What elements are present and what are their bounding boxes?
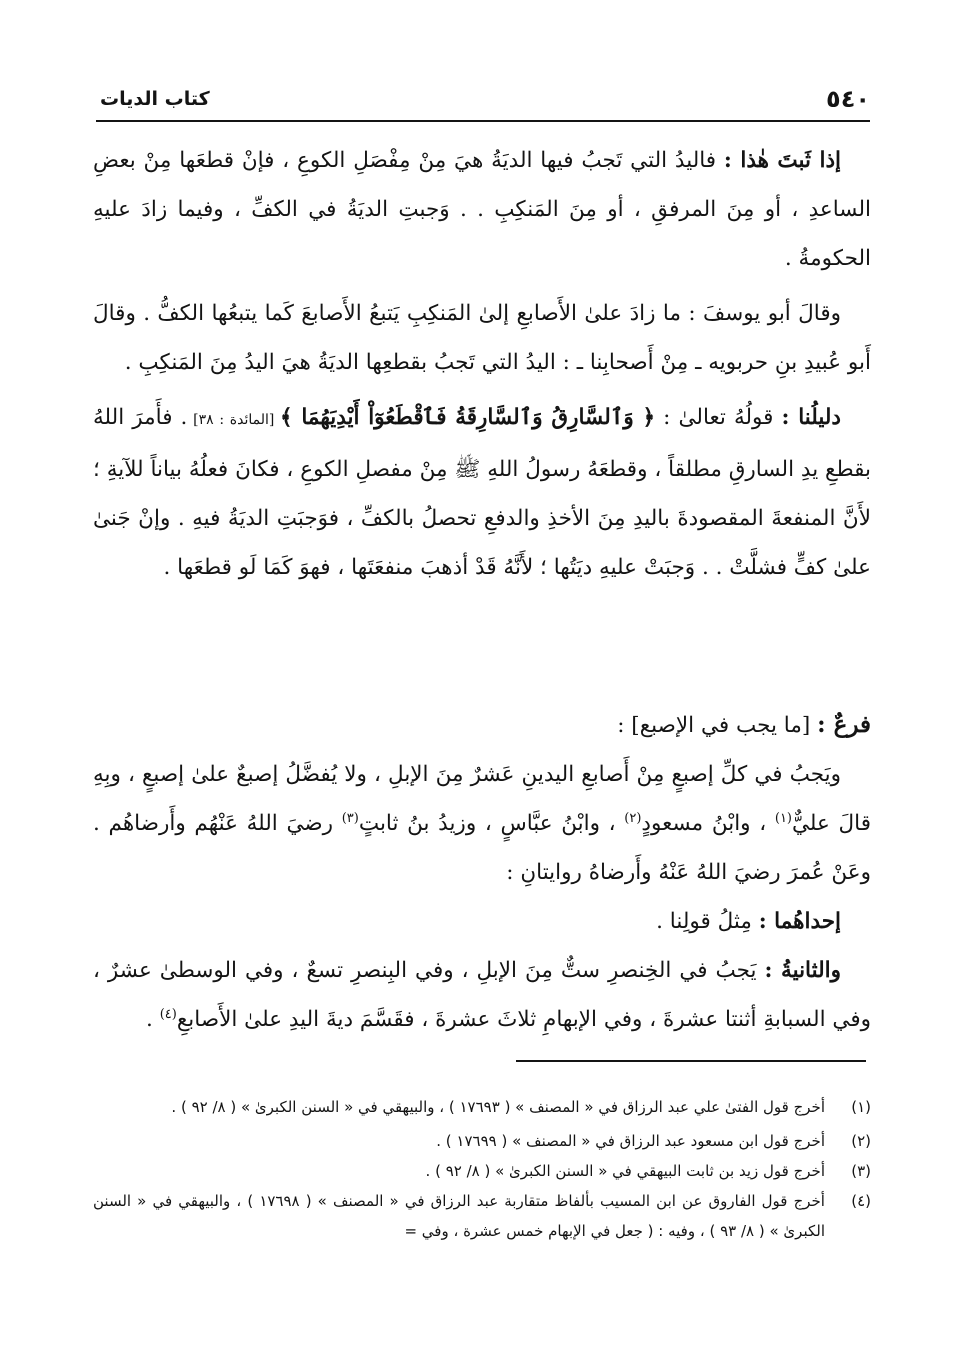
paragraph-finger-ruling [93, 750, 871, 897]
section-hand-diyah [93, 136, 871, 592]
paragraph-text: يَجبُ في الخِنصرِ ستٌّ مِنَ الإبلِ ، وفي البِنصرِ تسعٌ ، وفي الوسطىٰ عشرٌ ، وفي السبابةِ أثنتا عشرةَ ، وفي الإبهامِ ثلاثَ عشرةَ ، فقَسَّمَ ديةَ اليدِ علىٰ الأَصابعِ [93, 958, 871, 1032]
footnote-3 [93, 1156, 871, 1186]
paragraph-text: . [146, 1007, 160, 1032]
footnote-text: أخرج قول الفتىٰ علي عبد الرزاق في « المصنف » ( ١٧٦٩٣ ) ، والبيهقي في « السنن الكبرىٰ » ( ٨/ ٩٢ ) . [171, 1098, 825, 1116]
footnotes [93, 1092, 871, 1246]
paragraph-text: مِثلُ قولِنا . [656, 909, 759, 934]
footnote-4 [93, 1186, 871, 1246]
footnote-ref-4[interactable]: (٤) [159, 1006, 177, 1022]
paragraph-text: ويَجبُ في كلِّ إصبعٍ مِنْ أَصابعِ اليدينِ عَشرٌ مِنَ الإبلِ ، ولا يُفضَّلُ إصبعٌ علىٰ إصبعٍ ، وبِهِ قالَ عليٌّ [93, 762, 871, 836]
section-finger-diyah [93, 700, 871, 1044]
running-title: كتاب الديات [100, 88, 210, 110]
heading-text: [ما يجب في الإصبع] : [617, 713, 818, 738]
footnote-separator [516, 1060, 866, 1062]
footnote-number: (٣) [851, 1162, 871, 1180]
footnote-text: أخرج قول الفاروق عن ابن المسيب بألفاظ متقاربة عبد الرزاق في « المصنف » ( ١٧٦٩٨ ) ، والبيهقي في « السنن الكبرىٰ » ( ٨/ ٩٣ ) ، وفيه : ( جعل في الإبهام خمس عشرة ، وفي = [93, 1192, 825, 1240]
quran-verse: ﴿ وَٱلسَّارِقُ وَٱلسَّارِقَةُ فَٱقْطَعُوٓاْ أَيْدِيَهُمَا ﴾ [280, 405, 656, 430]
section-heading [93, 700, 871, 750]
paragraph-text: قولُهُ تعالىٰ : [655, 405, 782, 430]
paragraph-second-narration [93, 946, 871, 1044]
footnote-number: (٤) [851, 1192, 871, 1210]
paragraph-hand-definition [93, 136, 871, 283]
footnote-ref-2[interactable]: (٢) [624, 810, 642, 826]
footnote-text: أخرج قول زيد بن ثابت البيهقي في « السنن الكبرىٰ » ( ٨/ ٩٢ ) . [425, 1162, 825, 1180]
footnote-ref-1[interactable]: (١) [774, 810, 792, 826]
verse-citation: [المائدة : ٣٨] [187, 412, 281, 428]
footnote-number: (١) [851, 1098, 871, 1116]
header-rule [96, 120, 870, 122]
paragraph-lead: دليلُنا : [781, 405, 841, 430]
page-number: ٥٤٠ [826, 85, 870, 113]
footnote-number: (٢) [851, 1132, 871, 1150]
paragraph-text: وقالَ أبو يوسفَ : ما زادَ علىٰ الأَصابعِ إلىٰ المَنكِبِ يَتبعُ الأَصابعَ كَما يتبعُها الكفُّ . وقالَ أَبو عُبيدِ بنِ حربويه ـ مِنْ أَصحابِنا ـ : اليدُ التي تَجبُ بقطعِها الديَةُ هيَ اليدُ مِنَ المَنكِبِ . [93, 301, 871, 375]
paragraph-first-narration [93, 897, 871, 946]
paragraph-text: رضيَ اللهُ عَنْهُم وأَرضاهُم . وعَنْ عُمرَ رضيَ اللهُ عَنْهُ وأَرضاهُ روايتانِ : [93, 811, 871, 885]
heading-lead: فرعٌ : [817, 711, 871, 738]
footnote-text: أخرج قول ابن مسعود عبد الرزاق في « المصنف » ( ١٧٦٩٩ ) . [436, 1132, 825, 1150]
paragraph-lead: إحداهُما : [758, 909, 841, 934]
paragraph-lead: إذا ثَبتَ هٰذا : [723, 148, 842, 173]
paragraph-text: ، وابْنُ مسعودٍ [641, 811, 775, 836]
footnote-1 [93, 1092, 871, 1122]
paragraph-lead: والثانيةُ : [764, 958, 841, 983]
paragraph-abu-yusuf [93, 289, 871, 387]
footnote-ref-3[interactable]: (٣) [341, 810, 359, 826]
paragraph-text: فاليدُ التي تَجبُ فيها الديَةُ هيَ مِنْ مِفْصَلِ الكوعِ ، فإنْ قطعَها مِنْ بعضِ الساعدِ ، أو مِنَ المرفقِ ، أو مِنَ المَنكِبِ . . وَجبتِ الديَةُ في الكفِّ ، وفيما زادَ عليهِ الحكومةُ . [93, 148, 871, 271]
footnote-2 [93, 1126, 871, 1156]
page-header [100, 82, 870, 116]
paragraph-text: . فأَمرَ اللهُ بقطعِ يدِ السارقِ مطلقاً ، وقطعَهُ رسولُ اللهِ ﷺ مِنْ مفصلِ الكوعِ ، فكانَ فعلُهُ بياناً للآيةِ ؛ لأَنَّ المنفعةَ المقصودةَ باليدِ مِنَ الأخذِ والدفعِ تحصلُ بالكفِّ ، فوَجبَتِ الديَةُ فيهِ . وإنْ جَنىٰ علىٰ كفٍّ فشلَّتْ . . وَجبَتْ عليهِ ديَتُها ؛ لأَنَّهُ قَدْ أذهبَ منفعَتَها ، فهوَ كَمَا لَو قطعَها . [93, 405, 871, 580]
paragraph-text: ، وابْنُ عبَّاسٍ ، وزيدُ بنُ ثابتٍ [358, 811, 625, 836]
paragraph-evidence [93, 393, 871, 592]
